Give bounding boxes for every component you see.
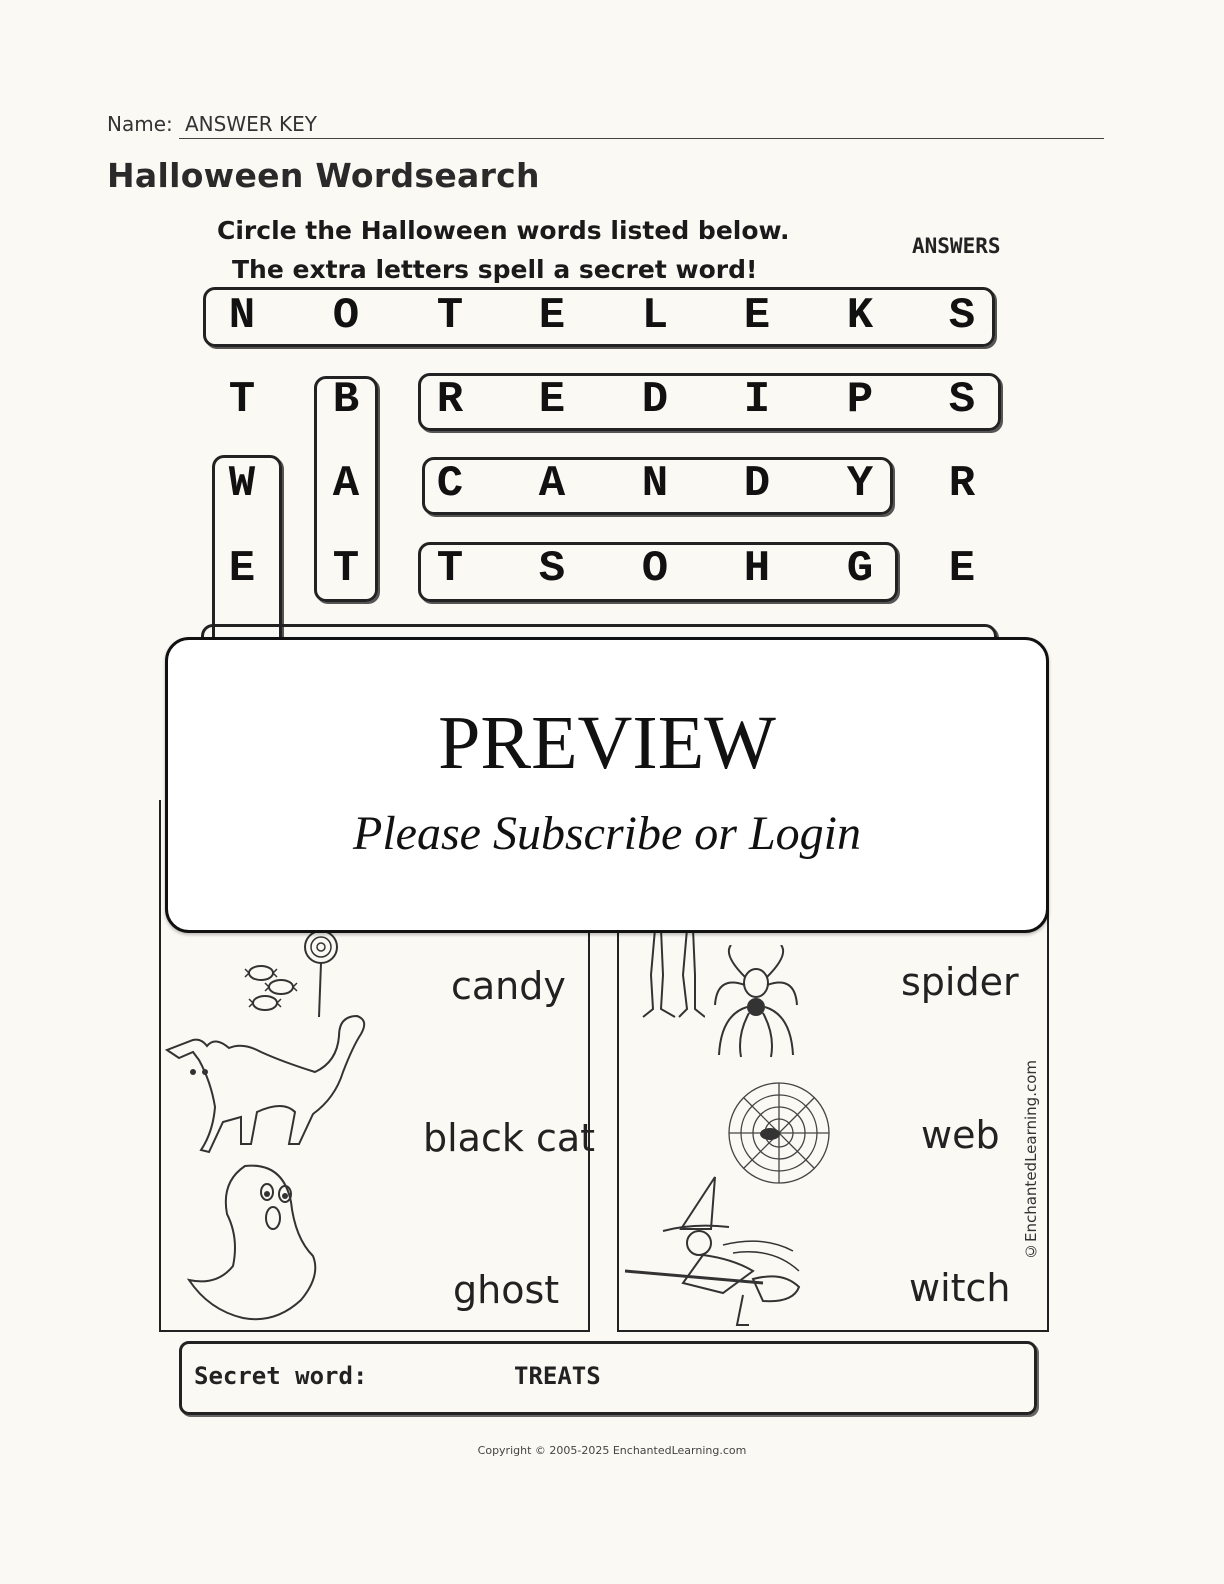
grid-letter: A [538, 459, 566, 509]
grid-letter: N [641, 459, 669, 509]
grid-letter: E [228, 544, 256, 594]
grid-letter: C [436, 459, 464, 509]
grid-letter: B [332, 375, 360, 425]
name-label: Name: [107, 112, 173, 136]
secret-word-box [179, 1341, 1037, 1415]
grid-letter: T [436, 544, 464, 594]
word-list-item: web [921, 1113, 1000, 1157]
grid-letter: K [846, 291, 874, 341]
word-list-item: witch [909, 1266, 1011, 1310]
grid-letter: S [948, 291, 976, 341]
grid-letter: T [436, 291, 464, 341]
grid-letter: E [743, 291, 771, 341]
word-list-item: ghost [453, 1268, 560, 1312]
name-row [107, 110, 1104, 140]
grid-letter: R [436, 375, 464, 425]
page-title: Halloween Wordsearch [107, 156, 540, 195]
grid-letter: D [641, 375, 669, 425]
grid-letter: S [948, 375, 976, 425]
watermark: ©EnchantedLearning.com [1022, 1060, 1040, 1260]
grid-letter: H [743, 544, 771, 594]
grid-letter: T [332, 544, 360, 594]
preview-overlay[interactable] [165, 637, 1049, 933]
grid-letter: G [846, 544, 874, 594]
grid-letter: D [743, 459, 771, 509]
grid-letter: O [332, 291, 360, 341]
grid-letter: T [228, 375, 256, 425]
skeleton-legs-icon [635, 925, 705, 1025]
grid-letter: S [538, 544, 566, 594]
grid-letter: Y [846, 459, 874, 509]
preview-title: PREVIEW [438, 701, 776, 785]
grid-letter: N [228, 291, 256, 341]
grid-letter: O [641, 544, 669, 594]
grid-letter: L [641, 291, 669, 341]
secret-word-value: TREATS [514, 1362, 601, 1390]
grid-letter: E [538, 291, 566, 341]
word-list-item: spider [901, 960, 1019, 1004]
spider-icon [711, 945, 801, 1060]
ghost-icon [187, 1160, 327, 1325]
instruction-line-1: Circle the Halloween words listed below. [217, 216, 790, 245]
grid-letter: I [743, 375, 771, 425]
answers-label: ANSWERS [912, 234, 1001, 258]
secret-word-label: Secret word: [194, 1362, 368, 1390]
copyright: Copyright © 2005-2025 EnchantedLearning.com [477, 1444, 747, 1457]
word-list-item: candy [451, 964, 566, 1008]
grid-letter: E [538, 375, 566, 425]
name-underline [179, 138, 1104, 139]
grid-letter: W [228, 459, 256, 509]
candy-icon [231, 925, 351, 1025]
grid-letter: R [948, 459, 976, 509]
grid-letter: E [948, 544, 976, 594]
subscribe-login-link[interactable]: Please Subscribe or Login [353, 807, 861, 860]
grid-letter: P [846, 375, 874, 425]
instruction-line-2: The extra letters spell a secret word! [232, 255, 758, 284]
black-cat-icon [163, 1012, 373, 1157]
grid-letter: A [332, 459, 360, 509]
word-list-item: black cat [423, 1116, 596, 1160]
web-icon [724, 1078, 834, 1188]
name-value: ANSWER KEY [185, 112, 317, 136]
witch-icon [623, 1175, 803, 1330]
answer-ring-spider [418, 373, 1001, 431]
